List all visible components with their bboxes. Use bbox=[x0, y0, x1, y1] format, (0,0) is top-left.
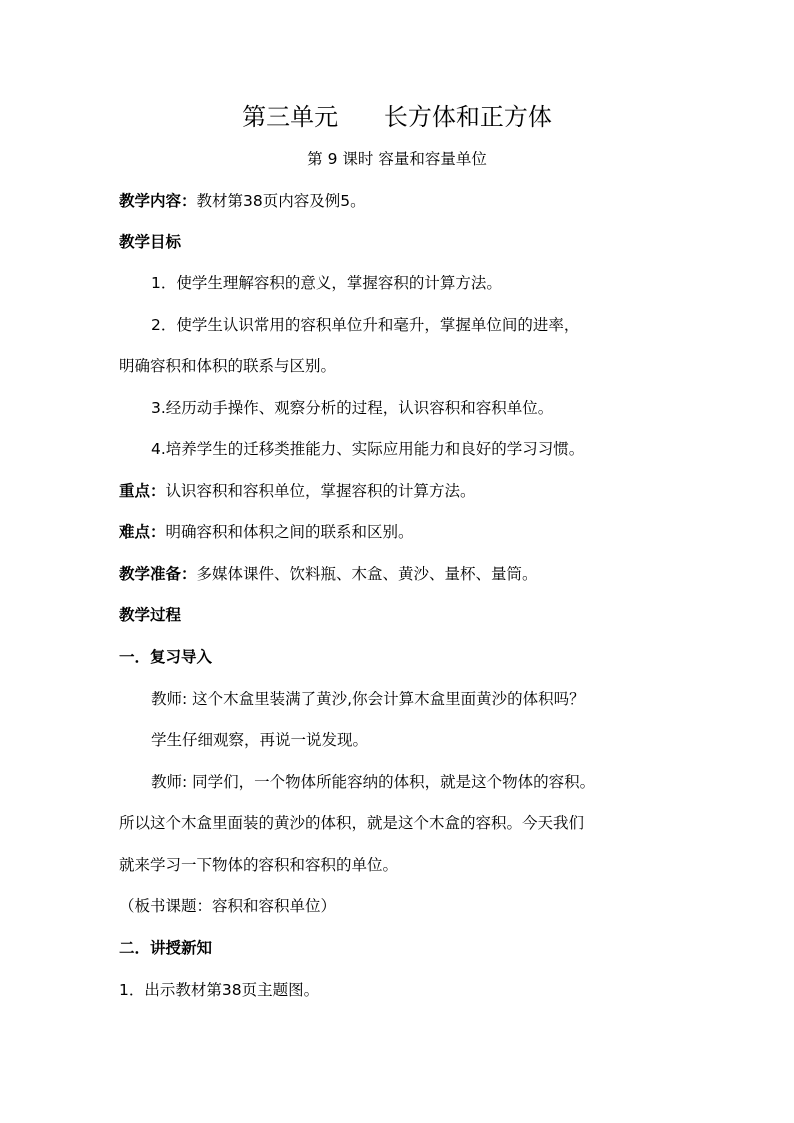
section-1-heading: 一．复习导入 bbox=[119, 648, 213, 666]
difficulty-line bbox=[119, 520, 414, 544]
teaching-content-label: 教学内容： bbox=[119, 192, 197, 210]
section-1-paragraph-2: 学生仔细观察，再说一说发现。 bbox=[151, 731, 369, 749]
section-2-paragraph-1: 1．出示教材第38页主题图。 bbox=[119, 981, 320, 999]
lesson-subtitle: 第 9 课时 容量和容量单位 bbox=[307, 150, 487, 168]
section-1-paragraph-3-line-1: 教师: 同学们，一个物体所能容纳的体积，就是这个物体的容积。 bbox=[151, 773, 596, 791]
key-point-label: 重点： bbox=[119, 482, 166, 500]
teaching-goals-heading: 教学目标 bbox=[119, 233, 182, 251]
section-1-paragraph-3-line-3: 就来学习一下物体的容积和容积的单位。 bbox=[119, 856, 399, 874]
section-1-paragraph-1: 教师: 这个木盒里装满了黄沙,你会计算木盒里面黄沙的体积吗？ bbox=[151, 690, 585, 708]
goal-4: 4.培养学生的迁移类推能力、实际应用能力和良好的学习习惯。 bbox=[151, 440, 585, 458]
key-point-line bbox=[119, 479, 476, 503]
teaching-content-line bbox=[119, 189, 366, 213]
section-1-paragraph-3-line-2: 所以这个木盒里面装的黄沙的体积，就是这个木盒的容积。今天我们 bbox=[119, 814, 585, 832]
teaching-content-text: 教材第38页内容及例5。 bbox=[196, 192, 366, 210]
section-2-heading: 二．讲授新知 bbox=[119, 939, 213, 957]
preparation-line bbox=[119, 562, 538, 586]
goal-2-line-1: 2．使学生认识常用的容积单位升和毫升，掌握单位间的进率， bbox=[151, 316, 580, 334]
section-1-paragraph-4: （板书课题：容积和容积单位） bbox=[119, 897, 337, 915]
difficulty-text: 明确容积和体积之间的联系和区别。 bbox=[165, 523, 414, 541]
goal-1: 1．使学生理解容积的意义，掌握容积的计算方法。 bbox=[151, 274, 502, 292]
goal-2-line-2: 明确容积和体积的联系与区别。 bbox=[119, 357, 337, 375]
teaching-process-heading: 教学过程 bbox=[119, 606, 182, 624]
preparation-label: 教学准备： bbox=[119, 565, 197, 583]
key-point-text: 认识容积和容积单位，掌握容积的计算方法。 bbox=[165, 482, 476, 500]
page-title: 第三单元 长方体和正方体 bbox=[242, 103, 552, 131]
preparation-text: 多媒体课件、饮料瓶、木盒、黄沙、量杯、量筒。 bbox=[196, 565, 538, 583]
goal-3: 3.经历动手操作、观察分析的过程，认识容积和容积单位。 bbox=[151, 399, 554, 417]
difficulty-label: 难点： bbox=[119, 523, 166, 541]
